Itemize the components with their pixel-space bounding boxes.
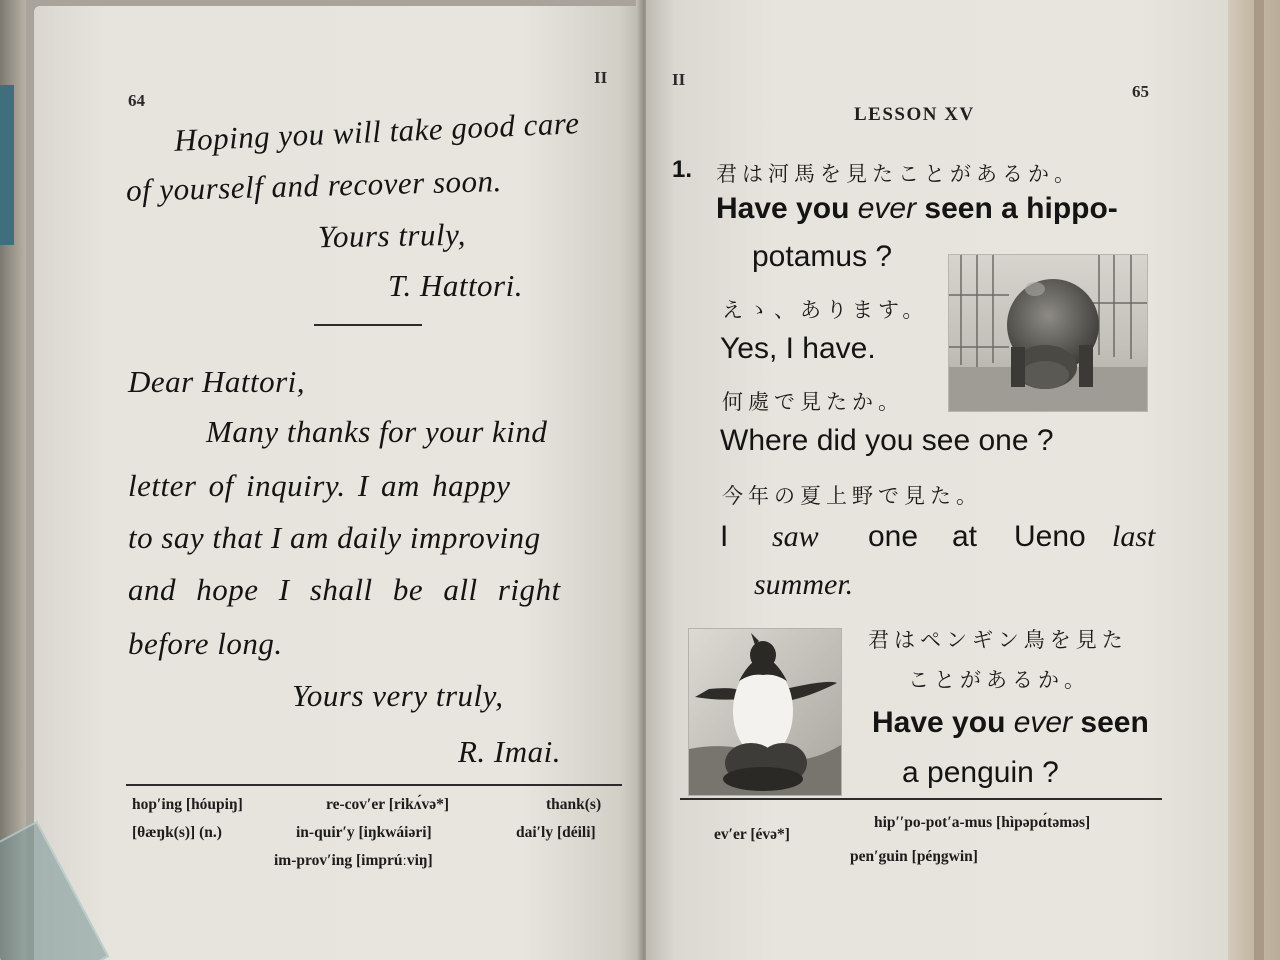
japanese-line: ことがあるか。 (908, 668, 1090, 692)
hippo-photo-image (949, 255, 1147, 411)
english-line: Have you ever seen a hippo- (716, 192, 1118, 225)
gloss-entry: im-prov′ing [imprúːviŋ] (274, 852, 433, 869)
letter-line: Hoping you will take good care (173, 105, 581, 158)
salutation: Dear Hattori, (128, 364, 305, 399)
penguin-photo-image (689, 629, 841, 795)
page-number: 64 (128, 91, 145, 110)
english-word: last (1112, 520, 1156, 553)
cover-edge (1254, 0, 1264, 960)
japanese-line: 今年の夏上野で見た。 (722, 484, 982, 508)
english-word: summer. (754, 568, 854, 601)
japanese-line: えゝ、あります。 (722, 298, 929, 322)
penguin-photo (688, 628, 842, 796)
japanese-line: 君はペンギン鳥を見た (868, 628, 1128, 652)
footnote-rule (680, 798, 1162, 800)
footnote-rule (126, 784, 622, 786)
section-marker: II (672, 70, 686, 89)
signature: T. Hattori. (388, 268, 523, 303)
gloss-entry: in-quir′y [iŋkwáiəri] (296, 824, 432, 841)
page-number: 65 (1132, 82, 1149, 101)
japanese-line: 何處で見たか。 (722, 390, 904, 414)
letter-line: Many thanks for your kind (206, 414, 548, 449)
gloss-entry: thank(s) (546, 796, 602, 813)
book-cover-right (1222, 0, 1280, 960)
english-word: Ueno (1014, 520, 1086, 553)
divider (314, 324, 422, 326)
gloss-entry: dai′ly [déili] (516, 824, 596, 841)
english-line: a penguin ? (902, 756, 1059, 789)
gloss-entry: [θæŋk(s)] (n.) (132, 824, 222, 841)
right-page (646, 0, 1228, 960)
letter-line: letter of inquiry. I am happy (128, 468, 511, 503)
letter-line: to say that I am daily improving (128, 520, 541, 555)
english-word: one (868, 520, 919, 553)
gloss-entry: ev′er [évə*] (714, 826, 790, 843)
english-line: Where did you see one ? (720, 424, 1054, 457)
section-marker: II (594, 68, 608, 87)
left-page (34, 6, 644, 960)
letter-line: and hope I shall be all right (128, 572, 561, 607)
gloss-entry: re-cov′er [rikʌ́və*] (326, 796, 449, 813)
item-number: 1. (672, 156, 693, 183)
hippo-photo (948, 254, 1148, 412)
english-line: potamus ? (752, 240, 893, 273)
english-line: Yes, I have. (720, 332, 876, 365)
letter-line: before long. (128, 626, 283, 661)
gloss-entry: hip′′po-pot′a-mus [hìpəpɑ́təməs] (874, 814, 1091, 831)
signoff: Yours truly, (317, 216, 467, 255)
signature: R. Imai. (458, 734, 562, 769)
letter-line: of yourself and recover soon. (125, 163, 503, 208)
book-spine-left (0, 85, 14, 245)
japanese-line: 君は河馬を見たことがあるか。 (716, 162, 1080, 186)
gloss-entry: hop′ing [hóupiŋ] (132, 796, 243, 813)
english-line: Have you ever seen (872, 706, 1149, 739)
gloss-entry: pen′guin [péŋgwin] (850, 848, 978, 865)
signoff: Yours very truly, (292, 678, 504, 713)
lesson-title: LESSON XV (854, 104, 975, 125)
english-word: saw (772, 520, 819, 553)
english-word: I (720, 520, 729, 553)
english-word: at (952, 520, 978, 553)
